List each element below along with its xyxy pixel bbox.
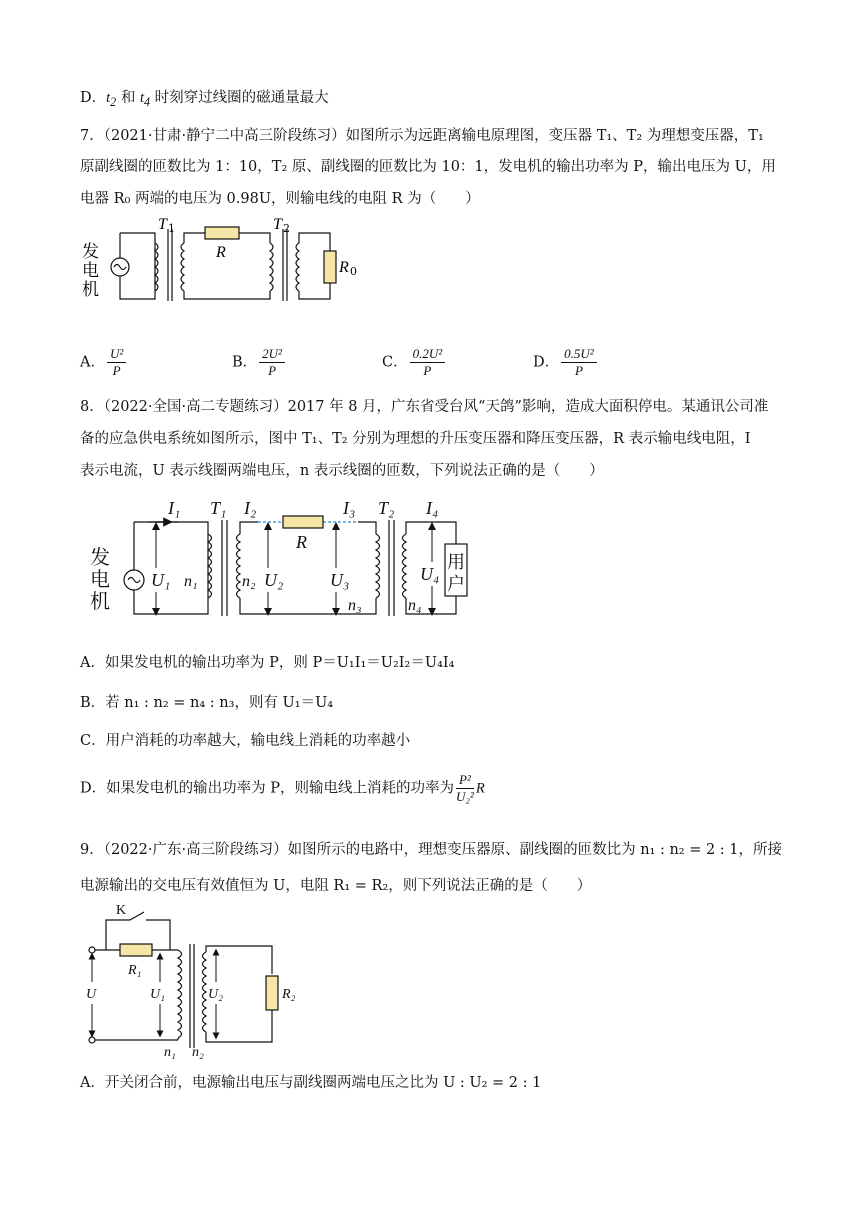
var-r: R [475, 780, 485, 797]
q7-circuit-diagram [80, 215, 380, 305]
label-u1: U₁ [151, 570, 171, 590]
label-r: R [296, 532, 307, 552]
label-t2-sub: 2 [283, 222, 290, 235]
text: 和 [116, 90, 140, 106]
option-label: D． [533, 354, 560, 371]
q7-stem-line2: 原副线圈的匝数比为 1：10，T₂ 原、副线圈的匝数比为 10：1，发电机的输出功率为 P，输出电压为 U，用 [80, 159, 776, 175]
option-label: D． [80, 90, 107, 106]
label-i1: I₁ [168, 498, 181, 518]
q7-option-a [80, 346, 128, 379]
label-i3: I₃ [343, 498, 356, 518]
label-gen: 机 [90, 589, 110, 613]
label-n2: n₂ [192, 1045, 204, 1060]
label-n4: n₄ [408, 597, 422, 614]
label-t1: T [158, 216, 167, 233]
fraction [561, 346, 597, 379]
q8-stem-line1: 8．（2022·全国·高二专题练习）2017 年 8 月，广东省受台风“天鸽”影响，造成大面积停电。某通讯公司准 [80, 399, 769, 415]
label-u2: U₂ [264, 570, 284, 590]
q7-stem-line1: 7．（2021·甘肃·静宁二中高三阶段练习）如图所示为远距离输电原理图，变压器 T₁、T₂ 为理想变压器，T₁ [80, 128, 764, 144]
q9-stem-line1: 9．（2022·广东·高三阶段练习）如图所示的电路中，理想变压器原、副线圈的匝数比为 n₁ : n₂ = 2 : 1，所接 [80, 842, 783, 858]
label-i4: I₄ [426, 498, 439, 518]
q7-option-b [232, 346, 287, 379]
label-n2: n₂ [242, 573, 256, 590]
fraction [259, 346, 285, 379]
q8-option-c: C．用户消耗的功率越大，输电线上消耗的功率越小 [80, 733, 411, 749]
label-k: K [116, 903, 127, 918]
label-r1: R₁ [128, 963, 142, 978]
label-r0-sub: 0 [350, 265, 357, 278]
label-t2: T₂ [378, 498, 395, 518]
q8-circuit-diagram [88, 492, 488, 624]
q8-stem-line2: 备的应急供电系统如图所示，图中 T₁、T₂ 分别为理想的升压变压器和降压变压器，R 表示输电线电阻，I [80, 431, 751, 447]
label-gen: 发 [90, 545, 110, 569]
numerator: P² [456, 772, 474, 789]
q8-option-d [80, 772, 485, 805]
fraction [107, 346, 126, 379]
label-gen: 电 [90, 567, 110, 591]
label-n1: n₁ [164, 1045, 176, 1060]
label-gen: 电 [82, 261, 99, 281]
option-text: D．如果发电机的输出功率为 P，则输电线上消耗的功率为 [80, 780, 454, 797]
var-t: t [106, 90, 111, 106]
var-t: t [139, 90, 144, 106]
label-t2: T [273, 216, 282, 233]
subscript: 4 [143, 94, 151, 109]
label-u4: U₄ [420, 564, 440, 584]
numerator: 0.2U² [410, 346, 446, 363]
q8-stem-line3: 表示电流，U 表示线圈两端电压，n 表示线圈的匝数，下列说法正确的是（ ） [80, 463, 604, 479]
q9-option-a: A．开关闭合前，电源输出电压与副线圈两端电压之比为 U : U₂ = 2 : 1 [80, 1075, 542, 1091]
label-t1-sub: 1 [168, 222, 175, 235]
label-u: U [86, 987, 97, 1002]
denominator: P [268, 363, 277, 378]
label-i2: I₂ [244, 498, 257, 518]
label-u2: U₂ [208, 987, 223, 1002]
label-r2: R₂ [282, 987, 296, 1002]
label-r: R [216, 244, 226, 261]
label-gen: 发 [82, 242, 99, 262]
label-user: 户 [447, 574, 465, 595]
fraction [410, 346, 446, 379]
q8-option-a: A．如果发电机的输出功率为 P，则 P＝U₁I₁＝U₂I₂＝U₄I₄ [80, 655, 455, 671]
label-n1: n₁ [184, 573, 198, 590]
numerator: 2U² [259, 346, 285, 363]
option-label: B． [232, 354, 258, 371]
q9-circuit-diagram [80, 900, 320, 1060]
fraction [456, 772, 474, 805]
denominator: U₂² [456, 789, 474, 804]
q7-option-c [382, 346, 447, 379]
q9-stem-line2: 电源输出的交电压有效值恒为 U，电阻 R₁ = R₂，则下列说法正确的是（ ） [80, 878, 592, 894]
text: 时刻穿过线圈的磁通量最大 [150, 90, 329, 106]
label-t1: T₁ [210, 498, 227, 518]
denominator: P [423, 363, 432, 378]
label-user: 用 [447, 552, 465, 573]
q6-option-d [80, 88, 329, 112]
label-u1: U₁ [150, 987, 165, 1002]
q8-option-b: B．若 n₁ : n₂ = n₄ : n₃，则有 U₁＝U₄ [80, 695, 334, 711]
subscript: 2 [110, 94, 117, 109]
numerator: 0.5U² [561, 346, 597, 363]
label-u3: U₃ [330, 570, 350, 590]
denominator: P [574, 363, 583, 378]
option-label: A． [80, 354, 105, 371]
numerator: U² [107, 346, 126, 363]
q7-stem-line3: 电器 R₀ 两端的电压为 0.98U，则输电线的电阻 R 为（ ） [80, 191, 480, 207]
label-r0: R [339, 259, 349, 276]
option-label: C． [382, 354, 408, 371]
label-gen: 机 [82, 280, 99, 300]
denominator: P [112, 363, 121, 378]
label-n3: n₃ [348, 597, 362, 614]
q7-option-d [533, 346, 599, 379]
